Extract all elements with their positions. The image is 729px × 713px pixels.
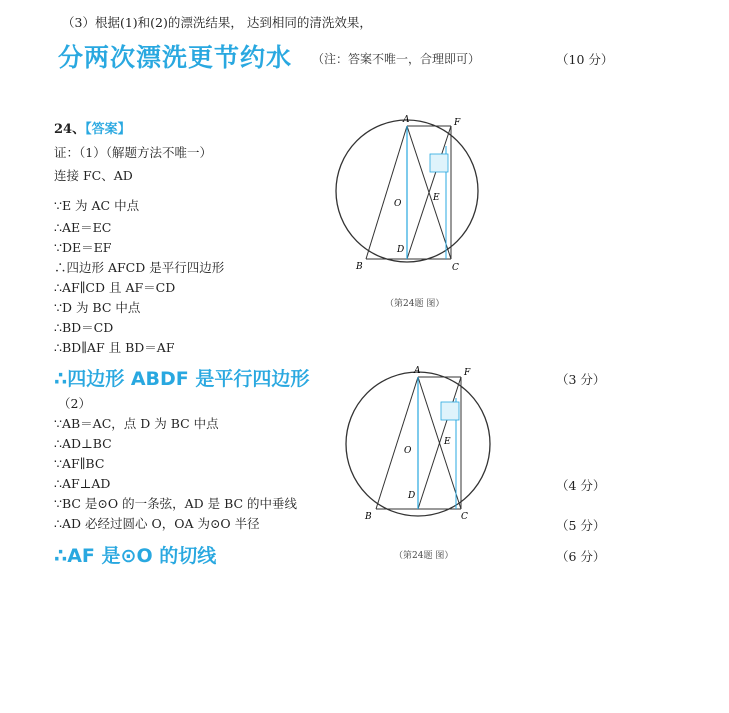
part2-conclusion: ∴AF 是⊙O 的切线 [54,545,217,567]
label-e: E [433,193,440,203]
label-c: C [461,512,468,522]
proof-line: ∵BC 是⊙O 的一条弦，AD 是 BC 的中垂线 [54,496,298,511]
label-c: C [452,263,459,273]
proof-line: ∴BD＝CD [54,320,114,335]
label-a: A [403,115,410,125]
proof-line: ∴AE＝EC [54,220,112,235]
proof-line: ∴AF⊥AD [54,476,111,491]
proof-line: ∵D 为 BC 中点 [54,300,141,315]
annotation-mark [430,154,448,172]
q24-answer-tag: 【答案】 [85,122,131,137]
proof-line: ∴AF∥CD 且 AF＝CD [54,280,176,295]
proof-line: ∵DE＝EF [54,240,112,255]
part1-conclusion: ∴四边形 ABDF 是平行四边形 [54,368,310,390]
label-o: O [394,199,402,209]
segment-ab [366,126,407,259]
q24-number: 24、 [54,122,86,137]
q23-part3-text: （3）根据(1)和(2)的漂洗结果， 达到相同的清洗效果， [62,15,372,30]
proof-line: ∴BD∥AF 且 BD＝AF [54,340,175,355]
label-e: E [444,437,451,447]
part1-score: （3 分） [556,372,606,387]
proof-line: ∴AD⊥BC [54,436,112,451]
label-f: F [454,118,461,128]
label-a: A [414,366,421,376]
part2-score-4: （4 分） [556,478,606,493]
label-b: B [365,512,372,522]
q24-proof-intro: 证：（1）（解题方法不唯一） [54,145,212,160]
figure-24-top [330,112,490,312]
proof-line: 连接 FC、AD [54,168,133,183]
label-b: B [356,262,363,272]
figure-caption-top: （第24题 图） [385,299,445,309]
proof-line: ∵AF∥BC [54,456,105,471]
part2-score-5: （5 分） [556,518,606,533]
label-o: O [404,446,412,456]
proof-line: ∵E 为 AC 中点 [54,198,140,213]
proof-line: ∵AB＝AC，点 D 为 BC 中点 [54,416,219,431]
q23-note: （注：答案不唯一，合理即可） [312,52,481,66]
q23-handwritten-answer: 分两次漂洗更节约水 [58,43,293,72]
proof-line: ∴AD 必经过圆心 O，OA 为⊙O 半径 [54,516,260,531]
part2-label: （2） [58,396,91,411]
figure-caption-bottom: （第24题 图） [394,551,454,561]
segment-ab [376,377,418,509]
q23-score: （10 分） [556,52,614,67]
label-f: F [464,368,471,378]
q24-heading [54,118,131,137]
proof-line: ∴四边形 AFCD 是平行四边形 [54,260,225,275]
label-d: D [408,491,416,501]
annotation-mark [441,402,459,420]
label-d: D [397,245,405,255]
figure-24-bottom [338,364,498,564]
part2-score-6: （6 分） [556,549,606,564]
